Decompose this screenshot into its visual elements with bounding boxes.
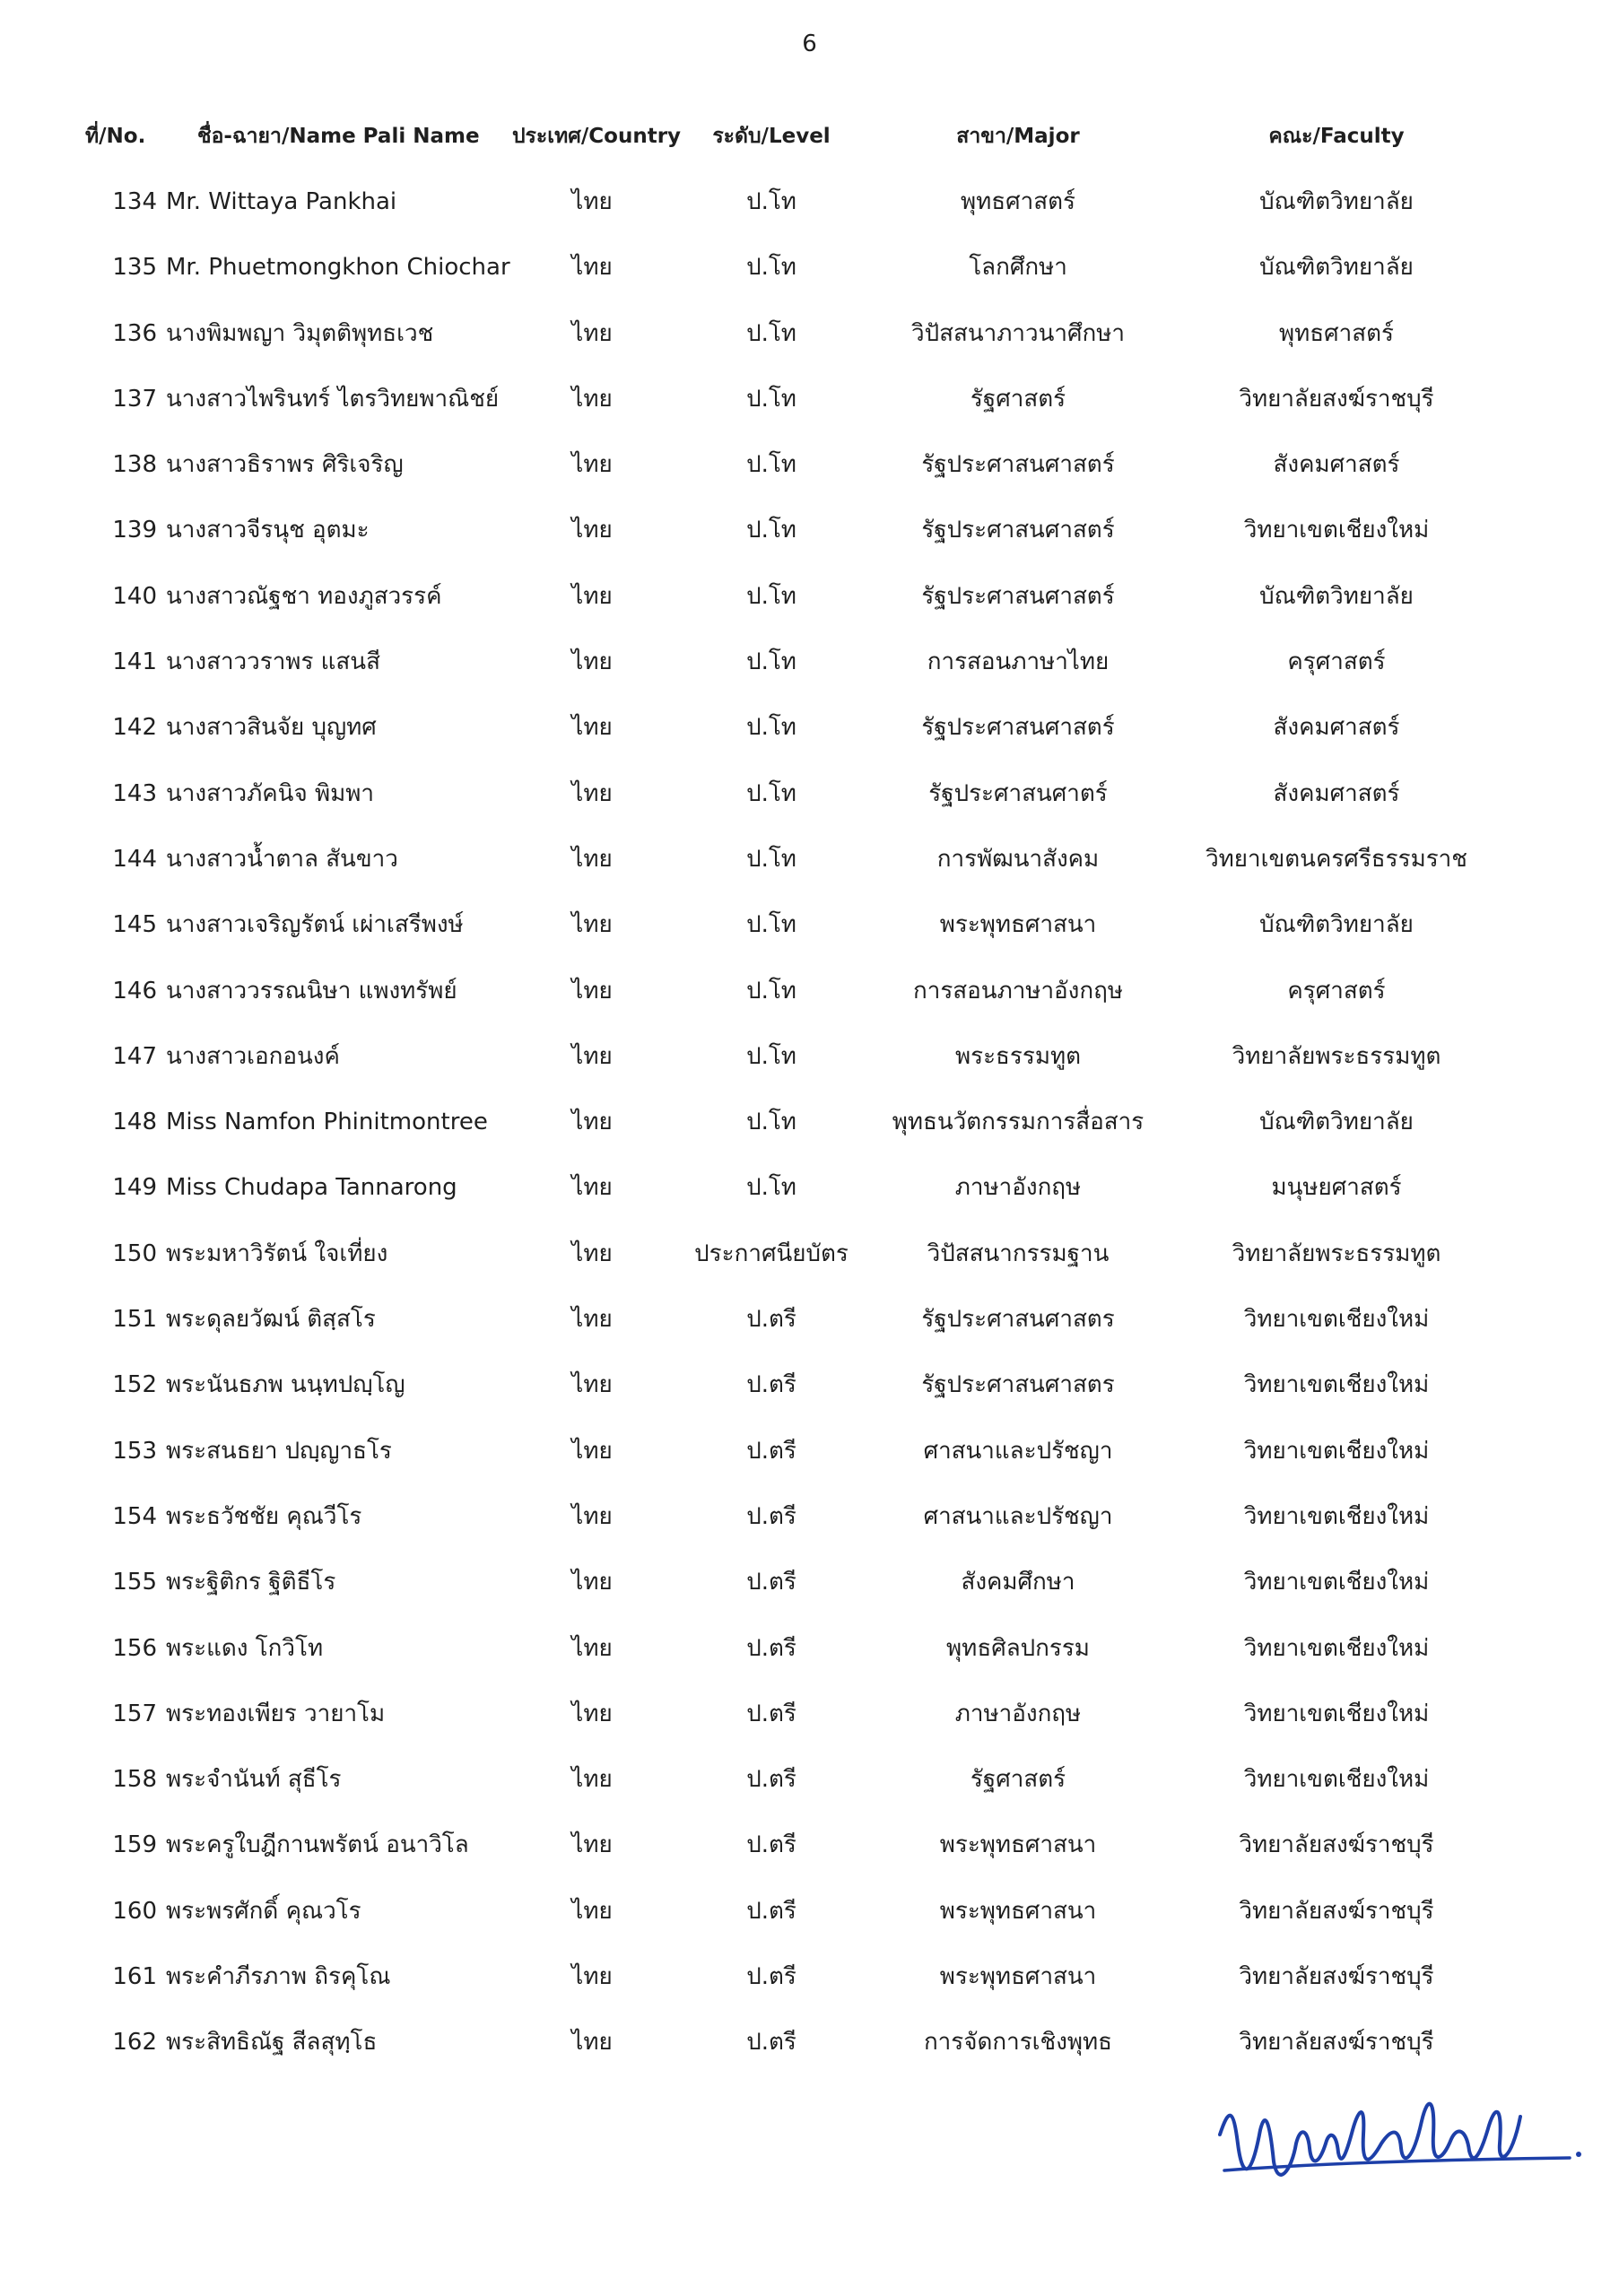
cell-level: ป.โท: [746, 517, 796, 544]
cell-country: ไทย: [571, 1239, 613, 1267]
signature: [1211, 2081, 1597, 2206]
cell-level: ป.โท: [746, 385, 796, 413]
cell-level: ป.ตรี: [746, 1569, 796, 1596]
cell-faculty: วิทยาเขตเชียงใหม่: [1243, 517, 1430, 544]
cell-name: Mr. Wittaya Pankhai: [166, 188, 397, 215]
cell-major: พระพุทธศาสนา: [939, 1963, 1097, 1991]
cell-no: 160: [112, 1897, 157, 1925]
cell-major: ศาสนาและปรัชญา: [923, 1437, 1113, 1465]
table-body: [0, 180, 1619, 2087]
cell-name: นางสาวสินจัย บุญทศ: [166, 714, 377, 742]
cell-country: ไทย: [571, 517, 613, 544]
table-row: [0, 1561, 1619, 1626]
table-row: [0, 246, 1619, 311]
cell-faculty: วิทยาเขตเชียงใหม่: [1243, 1437, 1430, 1465]
cell-country: ไทย: [571, 1109, 613, 1136]
cell-level: ป.โท: [746, 1109, 796, 1136]
cell-name: พระดุลยวัฒน์ ติสฺสโร: [166, 1306, 376, 1334]
cell-name: นางสาววราพร แสนสี: [166, 648, 380, 676]
header-faculty: คณะ/Faculty: [1268, 125, 1405, 148]
cell-country: ไทย: [571, 2029, 613, 2057]
table-row: [0, 640, 1619, 706]
cell-faculty: วิทยาลัยพระธรรมทูต: [1232, 1042, 1441, 1070]
cell-name: พระพรศักดิ์ คุณวโร: [166, 1897, 361, 1925]
cell-faculty: บัณฑิตวิทยาลัย: [1259, 582, 1414, 610]
cell-no: 139: [112, 517, 157, 544]
cell-no: 146: [112, 977, 157, 1004]
cell-major: โลกศึกษา: [969, 254, 1067, 282]
cell-no: 136: [112, 319, 157, 347]
cell-faculty: วิทยาเขตเชียงใหม่: [1243, 1502, 1430, 1530]
cell-country: ไทย: [571, 1963, 613, 1991]
cell-level: ป.ตรี: [746, 1831, 796, 1859]
table-row: [0, 1955, 1619, 2021]
cell-country: ไทย: [571, 845, 613, 873]
cell-faculty: วิทยาลัยสงฆ์ราชบุรี: [1239, 1831, 1434, 1859]
cell-name: นางพิมพญา วิมุตติพุทธเวช: [166, 319, 434, 347]
cell-name: พระคำภีรภาพ ถิรคุโณ: [166, 1963, 391, 1991]
cell-major: รัฐประศาสนศาสตร์: [921, 582, 1115, 610]
cell-country: ไทย: [571, 319, 613, 347]
cell-faculty: วิทยาเขตเชียงใหม่: [1243, 1371, 1430, 1399]
cell-name: นางสาวจีรนุช อุตมะ: [166, 517, 370, 544]
cell-country: ไทย: [571, 188, 613, 215]
cell-country: ไทย: [571, 254, 613, 282]
cell-country: ไทย: [571, 779, 613, 807]
cell-country: ไทย: [571, 385, 613, 413]
cell-major: การสอนภาษาอังกฤษ: [913, 977, 1123, 1004]
cell-name: Miss Namfon Phinitmontree: [166, 1109, 488, 1136]
cell-country: ไทย: [571, 1897, 613, 1925]
cell-major: รัฐประศาสนศาสตร์: [921, 714, 1115, 742]
cell-major: การพัฒนาสังคม: [936, 845, 1100, 873]
table-row: [0, 575, 1619, 640]
cell-level: ป.โท: [746, 319, 796, 347]
cell-name: พระนันธภพ นนฺทปญฺโญ: [166, 1371, 405, 1399]
cell-country: ไทย: [571, 1569, 613, 1596]
cell-country: ไทย: [571, 1437, 613, 1465]
cell-major: พุทธศิลปกรรม: [946, 1634, 1090, 1662]
cell-level: ป.โท: [746, 911, 796, 939]
cell-faculty: พุทธศาสตร์: [1279, 319, 1394, 347]
cell-faculty: วิทยาเขตเชียงใหม่: [1243, 1306, 1430, 1334]
cell-faculty: วิทยาลัยสงฆ์ราชบุรี: [1239, 385, 1434, 413]
cell-no: 138: [112, 451, 157, 479]
cell-no: 155: [112, 1569, 157, 1596]
cell-no: 156: [112, 1634, 157, 1662]
cell-name: นางสาวน้ำตาล สันขาว: [166, 845, 398, 873]
cell-no: 148: [112, 1109, 157, 1136]
cell-level: ป.โท: [746, 845, 796, 873]
cell-major: พุทธศาสตร์: [961, 188, 1075, 215]
table-row: [0, 1627, 1619, 1692]
cell-no: 134: [112, 188, 157, 215]
cell-faculty: บัณฑิตวิทยาลัย: [1259, 188, 1414, 215]
cell-faculty: วิทยาลัยพระธรรมทูต: [1232, 1239, 1441, 1267]
cell-level: ป.โท: [746, 1174, 796, 1202]
cell-major: พระธรรมทูต: [954, 1042, 1082, 1070]
cell-name: พระครูใบฎีกานพรัตน์ อนาวิโล: [166, 1831, 469, 1859]
cell-name: Mr. Phuetmongkhon Chiochar: [166, 254, 510, 282]
cell-level: ป.ตรี: [746, 1371, 796, 1399]
header-no: ที่/No.: [85, 125, 146, 148]
cell-level: ป.ตรี: [746, 1897, 796, 1925]
cell-no: 152: [112, 1371, 157, 1399]
table-header: [0, 120, 1619, 156]
table-row: [0, 2021, 1619, 2086]
cell-country: ไทย: [571, 977, 613, 1004]
cell-level: ป.ตรี: [746, 1700, 796, 1727]
cell-major: รัฐประศาสนศาสตร: [921, 1371, 1115, 1399]
cell-country: ไทย: [571, 1766, 613, 1794]
cell-no: 162: [112, 2029, 157, 2057]
table-row: [0, 1692, 1619, 1758]
cell-level: ป.โท: [746, 779, 796, 807]
cell-level: ป.ตรี: [746, 1766, 796, 1794]
cell-no: 154: [112, 1502, 157, 1530]
cell-no: 142: [112, 714, 157, 742]
table-row: [0, 443, 1619, 509]
cell-country: ไทย: [571, 451, 613, 479]
cell-name: นางสาวไพรินทร์ ไตรวิทยพาณิชย์: [166, 385, 500, 413]
cell-country: ไทย: [571, 911, 613, 939]
cell-name: นางสาวธิราพร ศิริเจริญ: [166, 451, 404, 479]
cell-major: พุทธนวัตกรรมการสื่อสาร: [892, 1109, 1145, 1136]
cell-country: ไทย: [571, 582, 613, 610]
table-row: [0, 772, 1619, 838]
cell-faculty: ครุศาสตร์: [1287, 977, 1386, 1004]
cell-country: ไทย: [571, 1700, 613, 1727]
cell-faculty: วิทยาเขตนครศรีธรรมราช: [1206, 845, 1467, 873]
cell-level: ป.โท: [746, 254, 796, 282]
cell-country: ไทย: [571, 1371, 613, 1399]
cell-faculty: วิทยาเขตเชียงใหม่: [1243, 1634, 1430, 1662]
cell-major: รัฐศาสตร์: [970, 1766, 1066, 1794]
header-major: สาขา/Major: [956, 125, 1080, 148]
cell-no: 159: [112, 1831, 157, 1859]
cell-name: นางสาวณัฐชา ทองภูสวรรค์: [166, 582, 442, 610]
cell-major: พระพุทธศาสนา: [939, 1831, 1097, 1859]
cell-faculty: สังคมศาสตร์: [1273, 779, 1400, 807]
cell-level: ป.โท: [746, 714, 796, 742]
cell-major: สังคมศึกษา: [961, 1569, 1075, 1596]
cell-major: รัฐประศาสนศาตร์: [928, 779, 1108, 807]
cell-name: พระแดง โกวิโท: [166, 1634, 324, 1662]
cell-no: 137: [112, 385, 157, 413]
cell-faculty: วิทยาเขตเชียงใหม่: [1243, 1700, 1430, 1727]
table-row: [0, 1232, 1619, 1298]
cell-no: 145: [112, 911, 157, 939]
cell-faculty: วิทยาลัยสงฆ์ราชบุรี: [1239, 1897, 1434, 1925]
cell-no: 147: [112, 1042, 157, 1070]
table-row: [0, 180, 1619, 246]
cell-no: 153: [112, 1437, 157, 1465]
table-row: [0, 1100, 1619, 1166]
cell-country: ไทย: [571, 1831, 613, 1859]
table-row: [0, 838, 1619, 903]
cell-country: ไทย: [571, 1042, 613, 1070]
cell-faculty: ครุศาสตร์: [1287, 648, 1386, 676]
table-row: [0, 1430, 1619, 1495]
cell-no: 135: [112, 254, 157, 282]
cell-level: ป.ตรี: [746, 1634, 796, 1662]
cell-country: ไทย: [571, 648, 613, 676]
cell-level: ป.ตรี: [746, 1502, 796, 1530]
cell-level: ป.ตรี: [746, 1306, 796, 1334]
cell-no: 143: [112, 779, 157, 807]
cell-level: ป.โท: [746, 188, 796, 215]
cell-name: พระธวัชชัย คุณวีโร: [166, 1502, 362, 1530]
table-row: [0, 509, 1619, 574]
cell-no: 141: [112, 648, 157, 676]
cell-no: 149: [112, 1174, 157, 1202]
cell-faculty: บัณฑิตวิทยาลัย: [1259, 911, 1414, 939]
cell-level: ป.โท: [746, 977, 796, 1004]
cell-level: ป.โท: [746, 582, 796, 610]
cell-no: 144: [112, 845, 157, 873]
cell-major: ภาษาอังกฤษ: [954, 1174, 1082, 1202]
table-row: [0, 706, 1619, 771]
cell-country: ไทย: [571, 714, 613, 742]
cell-name: พระจำนันท์ สุธีโร: [166, 1766, 342, 1794]
cell-level: ป.โท: [746, 648, 796, 676]
cell-country: ไทย: [571, 1174, 613, 1202]
cell-country: ไทย: [571, 1502, 613, 1530]
cell-level: ป.ตรี: [746, 2029, 796, 2057]
cell-major: ภาษาอังกฤษ: [954, 1700, 1082, 1727]
cell-country: ไทย: [571, 1306, 613, 1334]
table-row: [0, 1495, 1619, 1561]
cell-no: 161: [112, 1963, 157, 1991]
cell-no: 140: [112, 582, 157, 610]
cell-major: การจัดการเชิงพุทธ: [923, 2029, 1113, 2057]
cell-no: 158: [112, 1766, 157, 1794]
table-row: [0, 903, 1619, 969]
cell-major: วิปัสสนาภาวนาศึกษา: [911, 319, 1125, 347]
table-row: [0, 1035, 1619, 1100]
cell-name: นางสาวภัคนิจ พิมพา: [166, 779, 374, 807]
table-row: [0, 1823, 1619, 1889]
cell-level: ป.ตรี: [746, 1437, 796, 1465]
table-row: [0, 1298, 1619, 1363]
cell-faculty: บัณฑิตวิทยาลัย: [1259, 1109, 1414, 1136]
cell-name: นางสาวเจริญรัตน์ เผ่าเสรีพงษ์: [166, 911, 464, 939]
cell-no: 151: [112, 1306, 157, 1334]
cell-level: ป.ตรี: [746, 1963, 796, 1991]
cell-major: รัฐประศาสนศาสตร์: [921, 451, 1115, 479]
header-name: ชื่อ-ฉายา/Name Pali Name: [197, 125, 480, 148]
cell-faculty: บัณฑิตวิทยาลัย: [1259, 254, 1414, 282]
cell-level: ป.โท: [746, 451, 796, 479]
cell-faculty: วิทยาลัยสงฆ์ราชบุรี: [1239, 1963, 1434, 1991]
cell-major: รัฐศาสตร์: [970, 385, 1066, 413]
cell-faculty: สังคมศาสตร์: [1273, 451, 1400, 479]
cell-major: ศาสนาและปรัชญา: [923, 1502, 1113, 1530]
table-row: [0, 970, 1619, 1035]
cell-major: รัฐประศาสนศาสตร: [921, 1306, 1115, 1334]
cell-faculty: วิทยาเขตเชียงใหม่: [1243, 1766, 1430, 1794]
table-row: [0, 378, 1619, 443]
cell-no: 157: [112, 1700, 157, 1727]
cell-major: พระพุทธศาสนา: [939, 911, 1097, 939]
table-row: [0, 312, 1619, 378]
cell-faculty: วิทยาเขตเชียงใหม่: [1243, 1569, 1430, 1596]
cell-faculty: สังคมศาสตร์: [1273, 714, 1400, 742]
cell-faculty: วิทยาลัยสงฆ์ราชบุรี: [1239, 2029, 1434, 2057]
cell-name: พระมหาวิรัตน์ ใจเที่ยง: [166, 1239, 388, 1267]
cell-major: พระพุทธศาสนา: [939, 1897, 1097, 1925]
cell-name: พระสนธยา ปญฺญาธโร: [166, 1437, 392, 1465]
cell-major: วิปัสสนากรรมฐาน: [927, 1239, 1110, 1267]
cell-country: ไทย: [571, 1634, 613, 1662]
cell-name: นางสาววรรณนิษา แพงทรัพย์: [166, 977, 457, 1004]
cell-major: การสอนภาษาไทย: [927, 648, 1110, 676]
cell-level: ป.โท: [746, 1042, 796, 1070]
header-level: ระดับ/Level: [712, 125, 831, 148]
cell-name: พระสิทธิณัฐ สีลสุทฺโธ: [166, 2029, 378, 2057]
cell-major: รัฐประศาสนศาสตร์: [921, 517, 1115, 544]
table-row: [0, 1363, 1619, 1429]
cell-no: 150: [112, 1239, 157, 1267]
cell-name: พระฐิติกร ฐิติธีโร: [166, 1569, 336, 1596]
cell-faculty: มนุษยศาสตร์: [1271, 1174, 1402, 1202]
table-row: [0, 1890, 1619, 1955]
cell-name: นางสาวเอกอนงค์: [166, 1042, 340, 1070]
page-number: 6: [802, 30, 817, 57]
table-row: [0, 1758, 1619, 1823]
cell-level: ประกาศนียบัตร: [694, 1239, 849, 1267]
table-row: [0, 1166, 1619, 1231]
cell-name: พระทองเพียร วายาโม: [166, 1700, 386, 1727]
cell-name: Miss Chudapa Tannarong: [166, 1174, 457, 1202]
header-country: ประเทศ/Country: [511, 125, 682, 148]
